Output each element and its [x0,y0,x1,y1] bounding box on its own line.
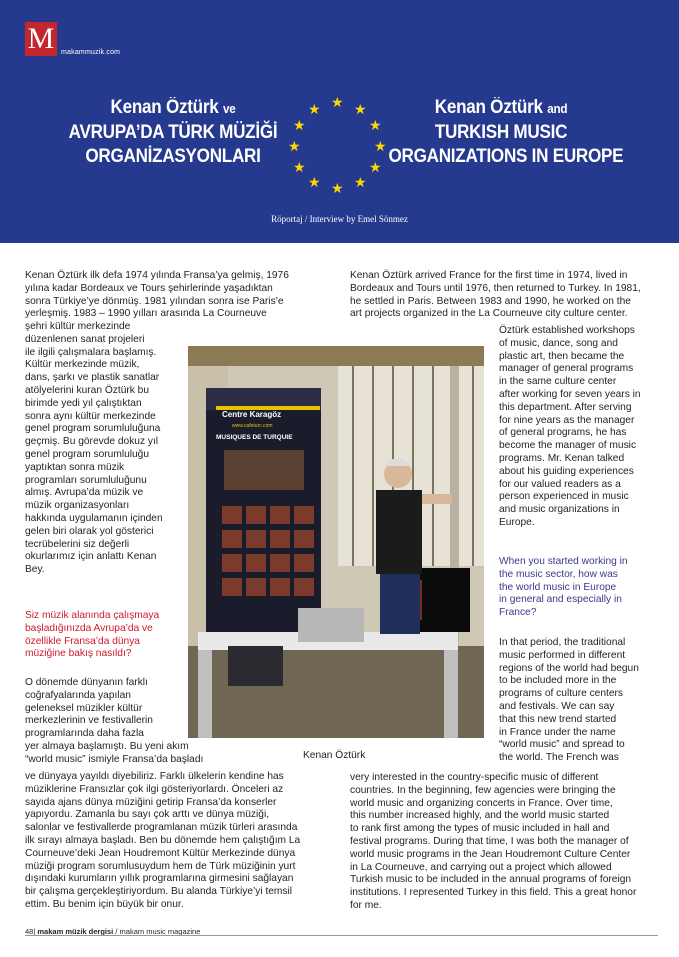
title-tr-conj: ve [222,101,236,116]
text-line: the music sector, how was [499,568,618,580]
title-en-name: Kenan Öztürk [434,97,543,118]
text-line: okurlarımız için anlattı Kenan [25,551,157,563]
title-tr-line3: ORGANİZASYONLARI [85,146,261,167]
en-question [499,556,669,620]
text-line: Bey. [25,564,45,576]
banner-title: Centre Karagöz [222,410,282,419]
text-line: genel program sorumluluğuna [25,423,161,435]
text-line: sayıda ajans dünya müziğini getirip Fransa’da konserler [25,796,277,808]
tr-question [25,610,185,661]
text-line: şehri kültür merkezinde [25,321,131,332]
footer-divider [25,935,658,936]
text-line: for me. [350,899,382,911]
text-line: of general programs, he has [499,427,627,439]
text-line: and music organizations in [499,504,620,516]
text-line: yer almaya başlamıştı. Bu yeni akım [25,740,189,752]
photo-illustration [188,346,484,738]
text-line: ilk sırayı almaya başladı. Ben bu dönemde hem çalıştığım La [25,834,301,846]
magazine-name: makam müzik dergisi [37,927,114,936]
header-banner [0,0,679,243]
text-line: after working for seven years in [499,388,641,400]
text-line: the world. The French was [499,752,619,764]
text-line: müziklerine Fransızlar çok ilgi gösteriyorlardı. Önceleri az [25,783,284,795]
text-line: in La Courneuve, and carrying out a project which allowed [350,861,612,873]
interview-credit: Röportaj / Interview by Emel Sönmez [271,214,408,224]
text-line: yapıyordu. Zamanla bu sayı çok arttı ve dünya müziği, [25,809,270,821]
title-tr-name: Kenan Öztürk [110,97,219,118]
en-answer-narrow [499,637,674,765]
text-line: yerleşmiş. 1983 – 1990 yılları arasında La Courneuve [25,308,267,320]
text-line: programları sorumluluğunu [25,474,147,486]
text-line: Bordeaux and Tours until 1976, then returned to Turkey. In 1981, [350,282,641,294]
photo-kenan-ozturk [188,346,484,738]
en-intro-wide [350,270,660,321]
text-line: salonlar ve festivallerde programlanan müzik türleri arasında [25,822,298,834]
text-line: hakkında uygulamanın içinden [25,512,163,524]
text-line: yaptıktan sonra müzik [25,461,125,473]
text-line: merkezlerinin ve festivallerin [25,715,153,727]
text-line: programlarında daha fazla [25,728,144,740]
text-line: müziğine bakış nasıldı? [25,648,132,660]
text-line: festival programs. During that time, I was both the manager of [350,835,629,847]
text-line: “world music” ismiyle Fransa’da başladı [25,753,204,765]
text-line: Europe. [499,516,535,528]
text-line: regions of the world had begun [499,662,639,674]
text-line: genel program sorumluluğu [25,448,150,460]
text-line: geçmiş. Bu görevde dokuz yıl [25,436,159,448]
text-line: world music and organizing concerts in France. Over time, [350,797,613,809]
text-line: countries. In the beginning, few agencies were bringing the [350,784,616,796]
text-line: tecrübelerini siz değerli [25,538,130,550]
text-line: In that period, the traditional [499,637,626,648]
text-line: müzik organizasyonları [25,500,130,512]
text-line: and festivals. We can say [499,700,615,712]
title-turkish [61,96,286,169]
text-line: for our valued readers as a [499,478,621,490]
magazine-logo: M [25,22,57,56]
text-line: about his guiding experiences [499,465,634,477]
text-line: birimde yedi yıl çalıştıktan [25,397,142,409]
title-en-line2: TURKISH MUSIC [434,122,568,143]
en-answer-wide [350,772,670,913]
text-line: institutions. I represented Turkey in this field. This a great honor [350,887,637,899]
text-line: coğrafyalarında yapılan [25,689,131,701]
text-line: plastic art, then became the [499,350,625,362]
eu-stars-icon: ★ ★ ★ ★ ★ ★ ★ ★ ★ ★ ★ ★ [288,94,387,196]
text-line: bir çalışma gerçekleştiriyordum. Bu alanda Türkiye’yi temsil [25,886,293,898]
en-intro-narrow [499,325,669,530]
footer-separator: / [113,927,120,936]
text-line: Kültür merkezinde müzik, [25,359,140,371]
tr-answer-wide [25,771,335,912]
site-url: makammuzik.com [61,49,121,56]
photo-caption: Kenan Öztürk [303,750,366,761]
text-line: gelen biri olarak yol gösterici [25,525,154,537]
text-line: başladığınızda Avrupa’da ve [25,622,153,634]
banner-url: www.cafeturc.com [232,423,273,429]
text-line: in general and especially in [499,594,622,606]
text-line: in the same culture center [499,376,617,388]
text-line: geleneksel müzikler kültür [25,702,143,714]
text-line: dışındaki kurumların yıllık programlarına girmesini sağlayan [25,873,294,885]
text-line: to rank first among the types of music included in hall and [350,823,610,835]
text-line: almış. Avrupa’da müzik ve [25,487,144,499]
text-line: for nine years as the manager [499,414,635,426]
text-line: programs of culture centers [499,688,624,700]
text-line: art projects organized in the La Courneuve city culture center. [350,308,628,320]
text-line: sonra aynı kültür merkezinde [25,410,156,422]
text-line: ve dünyaya yayıldı diyebiliriz. Farklı ülkelerin kendine has [25,771,284,782]
text-line: When you started working in [499,556,628,567]
text-line: music performed in different [499,649,626,661]
text-line: Courneuve’deki Jean Houdremont Kültür Merkezinde dünya [25,847,296,859]
page-number: 48 [25,927,34,936]
text-line: manager of general programs [499,363,634,375]
text-line: he settled in Paris. Between 1983 and 1990, he worked on the [350,295,631,307]
magazine-name-en: makam music magazine [119,927,201,936]
text-line: dans, şarkı ve plastik sanatlar [25,372,160,384]
title-en-line3: ORGANIZATIONS IN EUROPE [388,146,624,167]
text-line: person experienced in music [499,491,629,503]
text-line: programs. Mr. Kenan talked [499,452,625,464]
banner-subtitle: MUSIQUES DE TURQUIE [216,434,293,441]
page-footer: 48| makam müzik dergisi / makam music magazine [25,927,201,936]
text-line: very interested in the country-specific music of different [350,772,599,783]
text-line: to be included more in the [499,675,617,687]
title-en-conj: and [547,101,568,116]
text-line: the world music in Europe [499,581,617,593]
text-line: this department. After serving [499,401,632,413]
text-line: this number increased highly, and the world music started [350,810,610,822]
text-line: ettim. Bu benim için büyük bir onur. [25,898,184,910]
text-line: yılına kadar Bordeaux ve Tours şehirlerinde yaşadıktan [25,282,273,294]
text-line: müziği program sorumlusuydum hem de Türk müziğinin yurt [25,860,296,872]
tr-intro-wide [25,270,325,321]
text-line: “world music” and spread to [499,739,625,751]
text-line: Turkish music to be included in the annual programs of foreign [350,874,632,886]
title-english [388,96,624,169]
text-line: özellikle Fransa’da dünya [25,635,140,647]
text-line: Kenan Öztürk ilk defa 1974 yılında Fransa’ya gelmiş, 1976 [25,270,289,281]
tr-intro-narrow [25,321,185,577]
text-line: ile ilgili çalışmalara başlamış. [25,346,157,358]
text-line: sonra Türkiye’ye dönmüş. 1981 yılından sonra ise Paris’e [25,295,284,307]
text-line: O dönemde dünyanın farklı [25,677,148,688]
text-line: in France under the name [499,726,616,738]
text-line: that this new trend started [499,713,617,725]
text-line: become the manager of music [499,440,637,452]
text-line: world music programs in the Jean Houdremont Culture Center [350,848,631,860]
text-line: of music, dance, song and [499,337,618,349]
text-line: düzenlenen sanat projeleri [25,333,145,345]
text-line: Öztürk established workshops [499,325,635,336]
text-line: Kenan Öztürk arrived France for the first time in 1974, lived in [350,270,628,281]
title-tr-line2: AVRUPA’DA TÜRK MÜZİĞİ [68,122,278,143]
text-line: Siz müzik alanında çalışmaya [25,610,160,621]
text-line: atölyelerini kuran Öztürk bu [25,384,150,396]
text-line: France? [499,607,537,619]
